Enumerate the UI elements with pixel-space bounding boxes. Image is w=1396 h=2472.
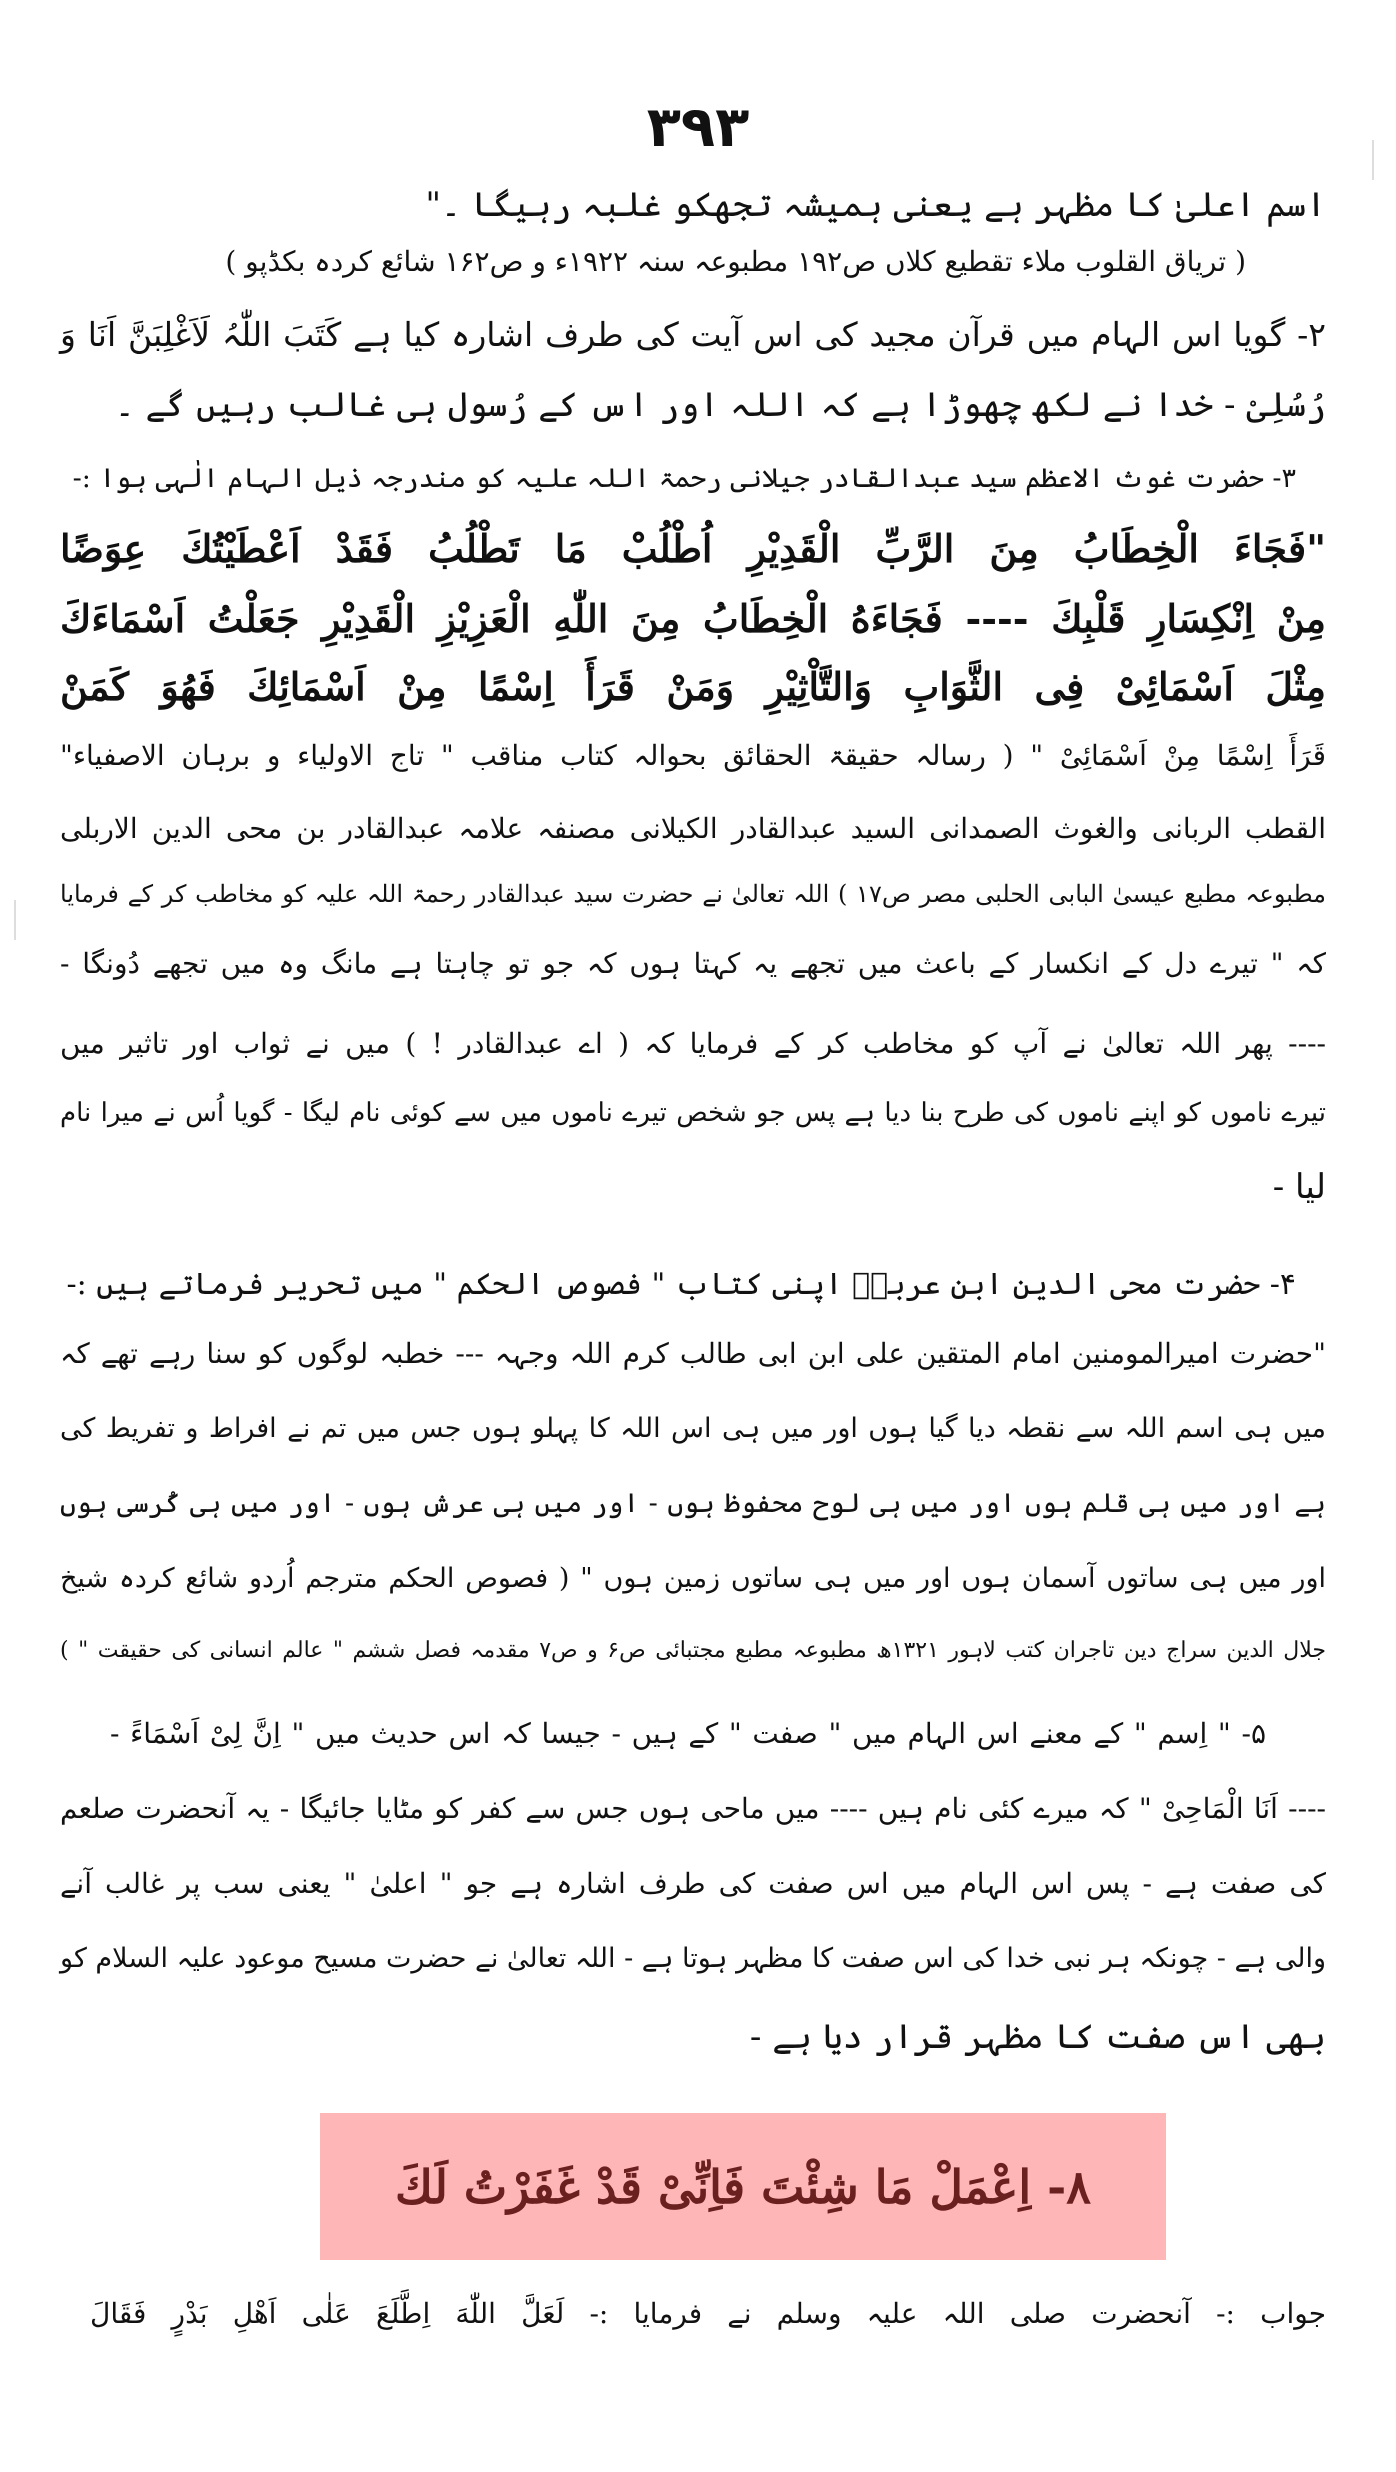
- answer-line: جواب :- آنحضرت صلی اللہ علیہ وسلم نے فرمایا :- لَعَلَّ اللّٰهَ اِطَّلَعَ عَلٰی اَهْلِ بَدْرٍ فَقَالَ: [90, 2297, 1326, 2330]
- scan-margin-mark: [14, 900, 16, 940]
- text-line: کہ " تیرے دل کے انکسار کے باعث میں تجھے یہ کہتا ہوں کہ جو تو چاہتا ہے مانگ وہ میں تجھے دُونگا -: [60, 947, 1326, 980]
- text-line: ۲- گویا اس الہام میں قرآن مجید کی اس آیت کی طرف اشارہ کیا ہے کَتَبَ اللّٰہُ لَاَغْلِبَنَّ اَنَا وَ: [60, 315, 1326, 354]
- arabic-line: "فَجَاءَ الْخِطَابُ مِنَ الرَّبِّ الْقَدِیْرِ اُطْلُبْ مَا تَطْلُبُ فَقَدْ اَعْطَیْتُكَ عِوَضًا: [60, 526, 1326, 571]
- text-line: ---- اَنَا الْمَاحِیْ " کہ میرے کئی نام ہیں ---- میں ماحی ہوں جس سے کفر کو مٹایا جائیگا - یہ آنحضرت صلعم: [60, 1792, 1326, 1825]
- text-line: لیا -: [1272, 1167, 1326, 1207]
- text-line: ---- پھر اللہ تعالیٰ نے آپ کو مخاطب کر کے فرمایا کہ ( اے عبدالقادر ! ) میں نے ثواب اور تاثیر میں: [60, 1027, 1326, 1060]
- text-line: میں ہی اسم اللہ سے نقطہ دیا گیا ہوں اور میں ہی اس اللہ کا پہلو ہوں جس میں تم نے افراط و تفریط کی: [60, 1413, 1326, 1444]
- text-line: اور میں ہی ساتوں آسمان ہوں اور میں ہی ساتوں زمین ہوں " ( فصوص الحکم مترجم اُردو شائع کردہ شیخ: [60, 1563, 1326, 1594]
- text-line: ۴- حضرت محی الدین ابن عربیؒ اپنی کتاب " فصوص الحکم " میں تحریر فرماتے ہیں :-: [66, 1267, 1296, 1302]
- arabic-line: مِنْ اِنْكِسَارِ قَلْبِكَ ---- فَجَاءَهُ الْخِطَابُ مِنَ اللّٰهِ الْعَزِیْزِ الْقَدِیْرِ جَعَلْتُ اَسْمَاءَكَ: [60, 596, 1326, 641]
- page-number: ۳۹۳: [646, 95, 750, 160]
- text-line: ۳- حضرت غوث الاعظم سید عبدالقادر جیلانی رحمۃ اللہ علیہ کو مندرجہ ذیل الہام الٰہی ہوا :-: [72, 463, 1296, 494]
- text-line: ۵- " اِسم " کے معنے اس الہام میں " صفت " کے ہیں - جیسا کہ اس حدیث میں " اِنَّ لِیْ اَسْمَاءً -: [110, 1717, 1266, 1750]
- text-line: القطب الربانی والغوث الصمدانی السید عبدالقادر الکیلانی مصنفہ علامہ عبدالقادر بن محی الدین الاربلی: [60, 812, 1326, 845]
- text-line: والی ہے - چونکہ ہر نبی خدا کی اس صفت کا مظہر ہوتا ہے - اللہ تعالیٰ نے حضرت مسیح موعود علیہ السلام کو: [60, 1943, 1326, 1974]
- text-line: ہے اور میں ہی قلم ہوں اور میں ہی لوح محفوظ ہوں - اور میں ہی عرش ہوں - اور میں ہی کُرسی ہوں: [60, 1488, 1326, 1519]
- text-line: بھی اس صفت کا مظہر قرار دیا ہے -: [749, 2017, 1326, 2057]
- text-line: مطبوعہ مطبع عیسیٰ البابی الحلبی مصر ص۱۷ ) اللہ تعالیٰ نے حضرت سید عبدالقادر رحمۃ اللہ علیہ کو مخاطب کر کے فرمایا: [60, 880, 1326, 908]
- highlighted-heading-text: ۸- اِعْمَلْ مَا شِئْتَ فَاِنِّیْ قَدْ غَفَرْتُ لَكَ: [395, 2159, 1091, 2214]
- text-line: قَرَأَ اِسْمًا مِنْ اَسْمَائِیْ " ( رسالہ حقیقۃ الحقائق بحوالہ کتاب مناقب " تاج الاولیاء و برہان الاصفیاء": [60, 739, 1326, 772]
- reference-line: ( تریاق القلوب ملاء تقطیع کلاں ص۱۹۲ مطبوعہ سنہ ۱۹۲۲ء و ص۱۶۲ شائع کردہ بکڈپو ): [225, 245, 1246, 278]
- scan-margin-mark: [1372, 140, 1374, 180]
- text-line: تیرے ناموں کو اپنے ناموں کی طرح بنا دیا ہے پس جو شخص تیرے ناموں میں سے کوئی نام لیگا - گویا اُس نے میرا نام: [60, 1098, 1326, 1128]
- reference-line: جلال الدین سراج دین تاجران کتب لاہور ۱۳۲۱ھ مطبوعہ مطبع مجتبائی ص۶ و ص۷ مقدمہ فصل ششم " عالم انسانی کی حقیقت " ): [60, 1638, 1326, 1663]
- text-line: "حضرت امیرالمومنین امام المتقین علی ابن ابی طالب کرم اللہ وجہہ --- خطبہ لوگوں کو سنا رہے تھے کہ: [60, 1337, 1326, 1370]
- text-line: کی صفت ہے - پس اس الہام میں اس صفت کی طرف اشارہ ہے جو " اعلیٰ " یعنی سب پر غالب آنے: [60, 1867, 1326, 1900]
- text-line: اسم اعلیٰ کا مظہر ہے یعنی ہمیشہ تجھکو غلبہ رہیگا ۔": [425, 185, 1326, 225]
- highlighted-heading: [320, 2113, 1166, 2260]
- text-line: رُسُلِیْ - خدا نے لکھ چھوڑا ہے کہ اللہ اور اس کے رُسول ہی غالب رہیں گے ۔: [114, 385, 1326, 425]
- arabic-line: مِثْلَ اَسْمَائِیْ فِی الثَّوَابِ وَالتَّاْثِیْرِ وَمَنْ قَرَأَ اِسْمًا مِنْ اَسْمَائِكَ فَهُوَ كَمَنْ: [60, 664, 1326, 709]
